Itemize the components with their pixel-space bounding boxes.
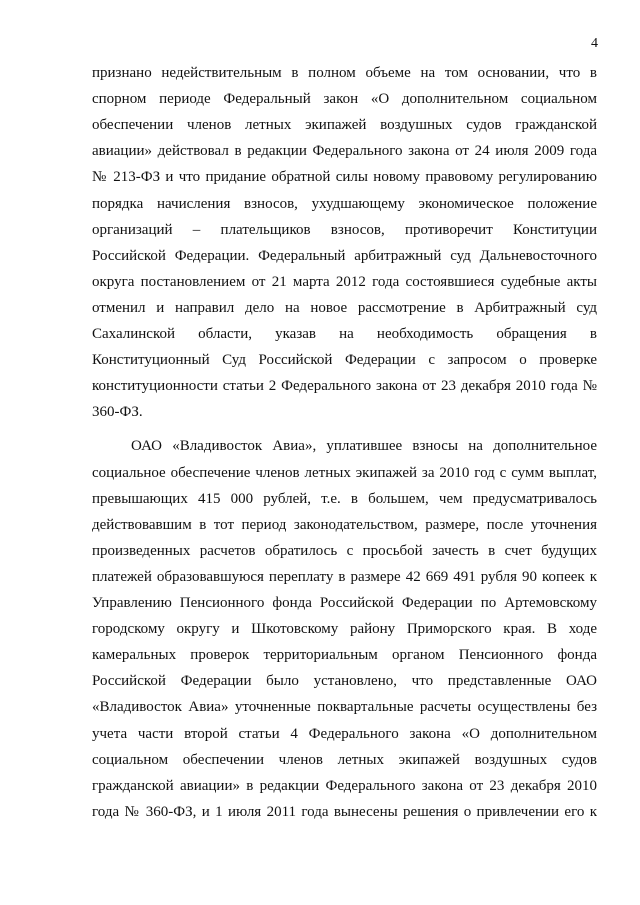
text-line: округа постановлением от 21 марта 2012 года состоявшиеся судебные акты (92, 273, 597, 290)
text-line: № 213-ФЗ и что придание обратной силы новому правовому регулированию (92, 169, 597, 186)
text-line: платежей образовавшуюся переплату в размере 42 669 491 рубля 90 копеек к (92, 568, 597, 585)
text-line: действовавшим в тот период законодательством, размере, после уточнения (92, 516, 597, 533)
text-line: социальное обеспечение членов летных экипажей за 2010 год с сумм выплат, (92, 464, 597, 481)
text-line: Конституционный Суд Российской Федерации с запросом о проверке (92, 352, 597, 369)
text-line: произведенных расчетов обратилось с просьбой зачесть в счет будущих (92, 542, 597, 559)
text-line: гражданской авиации» в редакции Федерального закона от 23 декабря 2010 (92, 777, 597, 794)
text-line: конституционности статьи 2 Федерального закона от 23 декабря 2010 года № (92, 378, 597, 395)
text-line: спорном периоде Федеральный закон «О дополнительном социальном (92, 91, 597, 108)
text-line: камеральных проверок территориальным органом Пенсионного фонда (92, 647, 597, 664)
text-line: порядка начисления взносов, ухудшающему экономическое положение (92, 195, 597, 212)
text-line: городскому округу и Шкотовскому району Приморского края. В ходе (92, 621, 597, 638)
text-line: отменил и направил дело на новое рассмотрение в Арбитражный суд (92, 299, 597, 316)
text-line: учета части второй статьи 4 Федерального закона «О дополнительном (92, 725, 597, 742)
text-line: признано недействительным в полном объеме на том основании, что в (92, 65, 597, 81)
text-line: ОАО «Владивосток Авиа», уплатившее взносы на дополнительное (131, 438, 597, 455)
text-line: превышающих 415 000 рублей, т.е. в большем, чем предусматривалось (92, 490, 597, 507)
text-line: Российской Федерации. Федеральный арбитражный суд Дальневосточного (92, 247, 597, 264)
page-number: 4 (591, 36, 598, 51)
text-line: года № 360-ФЗ, и 1 июля 2011 года вынесены решения о привлечении его к (92, 803, 597, 820)
text-line: Управлению Пенсионного фонда Российской Федерации по Артемовскому (92, 595, 597, 611)
text-line: организаций – плательщиков взносов, противоречит Конституции (92, 221, 597, 238)
text-line: Российской Федерации было установлено, что представленные ОАО (92, 673, 597, 690)
text-line: Сахалинской области, указав на необходимость обращения в (92, 326, 597, 342)
text-line: «Владивосток Авиа» уточненные поквартальные расчеты осуществлены без (92, 699, 597, 716)
text-line: социальном обеспечении членов летных экипажей воздушных судов (92, 751, 597, 768)
text-line: обеспечении членов летных экипажей воздушных судов гражданской (92, 117, 597, 134)
text-line: авиации» действовал в редакции Федерального закона от 24 июля 2009 года (92, 143, 597, 160)
text-line: 360-ФЗ. (92, 404, 143, 421)
